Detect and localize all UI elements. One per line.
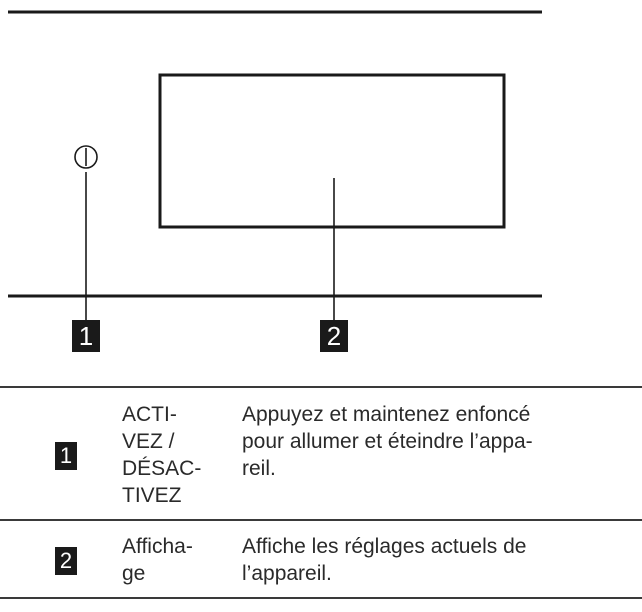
legend-name-cell [122,387,242,520]
legend-row [0,520,642,598]
callout-1: 1 [72,320,100,352]
legend-description-cell [242,387,642,520]
legend-number-badge: 2 [55,547,77,575]
legend-row [0,387,642,520]
callout-2: 2 [320,320,348,352]
legend-name-line: VEZ / [122,430,175,453]
display-screen [160,75,504,227]
power-icon [75,146,97,168]
legend-name-line: Afficha- [122,535,193,558]
legend-number-badge: 1 [55,442,77,470]
legend-number-cell [0,387,122,520]
legend-description-line: l’appareil. [242,562,332,585]
legend-name-line: ge [122,562,146,585]
legend-description-line: reil. [242,457,276,480]
legend-name-line: TIVEZ [122,484,182,507]
legend-table [0,386,642,599]
legend-description-line: Appuyez et maintenez enfoncé [242,403,531,426]
legend-number-cell [0,520,122,598]
legend-name-cell [122,520,242,598]
legend-name-line: DÉSAC- [122,457,202,480]
legend-name-line: ACTI- [122,403,177,426]
legend-description-cell [242,520,642,598]
legend-description-line: Affiche les réglages actuels de [242,535,527,558]
legend-description-line: pour allumer et éteindre l’appa- [242,430,533,453]
